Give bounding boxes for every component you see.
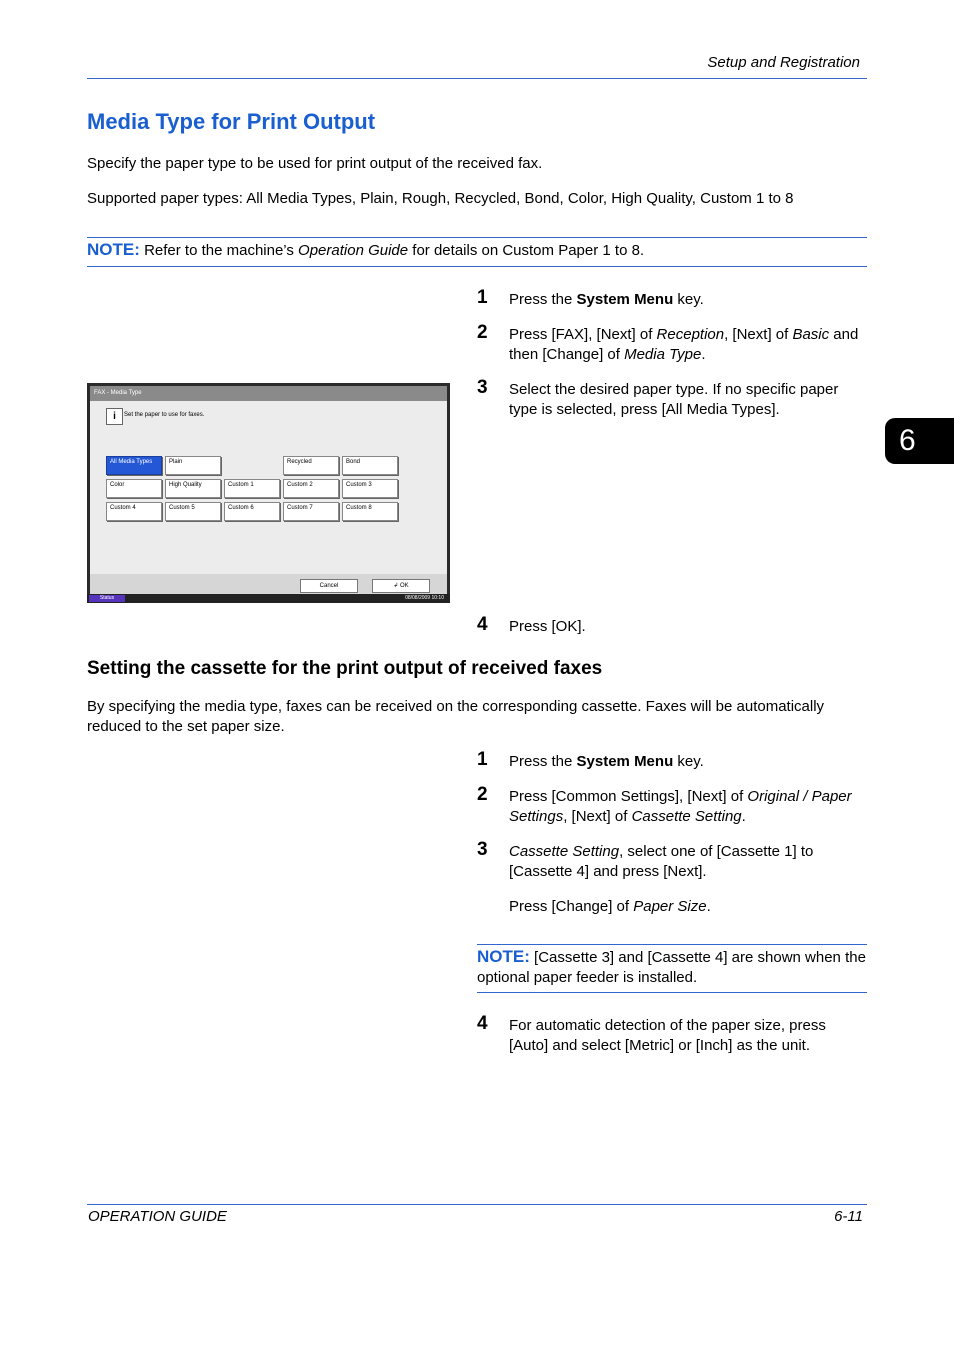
enter-icon: ↲ <box>393 583 401 589</box>
step-subtext: Press [Change] of Paper Size. <box>509 898 711 915</box>
note-rule-bottom <box>87 266 867 267</box>
media-button-recycled[interactable]: Recycled <box>283 456 339 475</box>
step-number: 2 <box>477 322 488 343</box>
status-button[interactable]: Status <box>89 595 125 602</box>
step-number: 3 <box>477 377 488 398</box>
media-button-plain[interactable]: Plain <box>165 456 221 475</box>
media-type-screen <box>87 383 450 603</box>
step-text: For automatic detection of the paper size, press [Auto] and select [Metric] or [Inch] as the unit. <box>509 1017 826 1054</box>
note-label: NOTE: <box>87 240 140 259</box>
media-button-color[interactable]: Color <box>106 479 162 498</box>
note-text-post: for details on Custom Paper 1 to 8. <box>408 242 645 259</box>
ok-button[interactable]: ↲ OK <box>372 579 430 593</box>
step-number: 2 <box>477 784 488 805</box>
note-rule-top <box>87 237 867 238</box>
media-button-custom-7[interactable]: Custom 7 <box>283 502 339 521</box>
chapter-tab: 6 <box>885 418 954 464</box>
media-button-custom-5[interactable]: Custom 5 <box>165 502 221 521</box>
note-block <box>87 240 644 260</box>
note2-rule-bottom <box>477 992 867 993</box>
media-button-custom-6[interactable]: Custom 6 <box>224 502 280 521</box>
subsection-paragraph: By specifying the media type, faxes can be received on the corresponding cassette. Faxes will be automatically reduced to the set paper size. <box>87 698 825 735</box>
supported-types-paragraph: Supported paper types: All Media Types, Plain, Rough, Recycled, Bond, Color, High Quality, Custom 1 to 8 <box>87 190 794 207</box>
media-button-custom-2[interactable]: Custom 2 <box>283 479 339 498</box>
media-button-bond[interactable]: Bond <box>342 456 398 475</box>
screen-button-bar <box>90 574 447 594</box>
step-text: Press the System Menu key. <box>509 753 704 770</box>
step-text: Select the desired paper type. If no specific paper type is selected, press [All Media Types]. <box>509 381 839 418</box>
media-button-custom-4[interactable]: Custom 4 <box>106 502 162 521</box>
step-text: Press [Common Settings], [Next] of Original / Paper Settings, [Next] of Cassette Setting. <box>509 788 852 825</box>
media-button-custom-1[interactable]: Custom 1 <box>224 479 280 498</box>
note-text-pre: Refer to the machine’s <box>144 242 299 259</box>
screen-title: FAX - Media Type <box>90 386 447 401</box>
subsection-title: Setting the cassette for the print output of received faxes <box>87 658 603 679</box>
status-clock: 08/08/2009 10:10 <box>405 595 444 601</box>
cancel-button[interactable]: Cancel <box>300 579 358 593</box>
step-text: Press [FAX], [Next] of Reception, [Next] of Basic and then [Change] of Media Type. <box>509 326 859 363</box>
step-text: Press [OK]. <box>509 618 586 635</box>
media-button-high-quality[interactable]: High Quality <box>165 479 221 498</box>
section-title: Media Type for Print Output <box>87 109 376 134</box>
step-number: 4 <box>477 614 488 635</box>
step-number: 1 <box>477 749 488 770</box>
step-text: Cassette Setting, select one of [Cassette 1] to [Cassette 4] and press [Next]. <box>509 843 814 880</box>
note2-block <box>477 947 869 988</box>
footer-title: OPERATION GUIDE <box>88 1208 227 1225</box>
note-text-italic: Operation Guide <box>298 242 409 259</box>
page-number: 6-11 <box>834 1208 863 1225</box>
step-number: 1 <box>477 287 488 308</box>
media-button-custom-8[interactable]: Custom 8 <box>342 502 398 521</box>
step-text: Press the System Menu key. <box>509 291 704 308</box>
screen-message: Set the paper to use for faxes. <box>124 412 205 418</box>
media-button-custom-3[interactable]: Custom 3 <box>342 479 398 498</box>
note2-rule-top <box>477 944 867 945</box>
footer-rule <box>87 1204 867 1205</box>
info-icon: i <box>106 408 123 425</box>
note-label: NOTE: <box>477 947 530 966</box>
step-number: 4 <box>477 1013 488 1034</box>
header-rule <box>87 78 867 79</box>
media-button-all-media-types[interactable]: All Media Types <box>106 456 162 475</box>
intro-paragraph: Specify the paper type to be used for print output of the received fax. <box>87 155 543 172</box>
step-number: 3 <box>477 839 488 860</box>
note-text: [Cassette 3] and [Cassette 4] are shown when the optional paper feeder is installed. <box>477 949 866 986</box>
status-bar <box>87 594 450 603</box>
running-header: Setup and Registration <box>707 54 860 71</box>
